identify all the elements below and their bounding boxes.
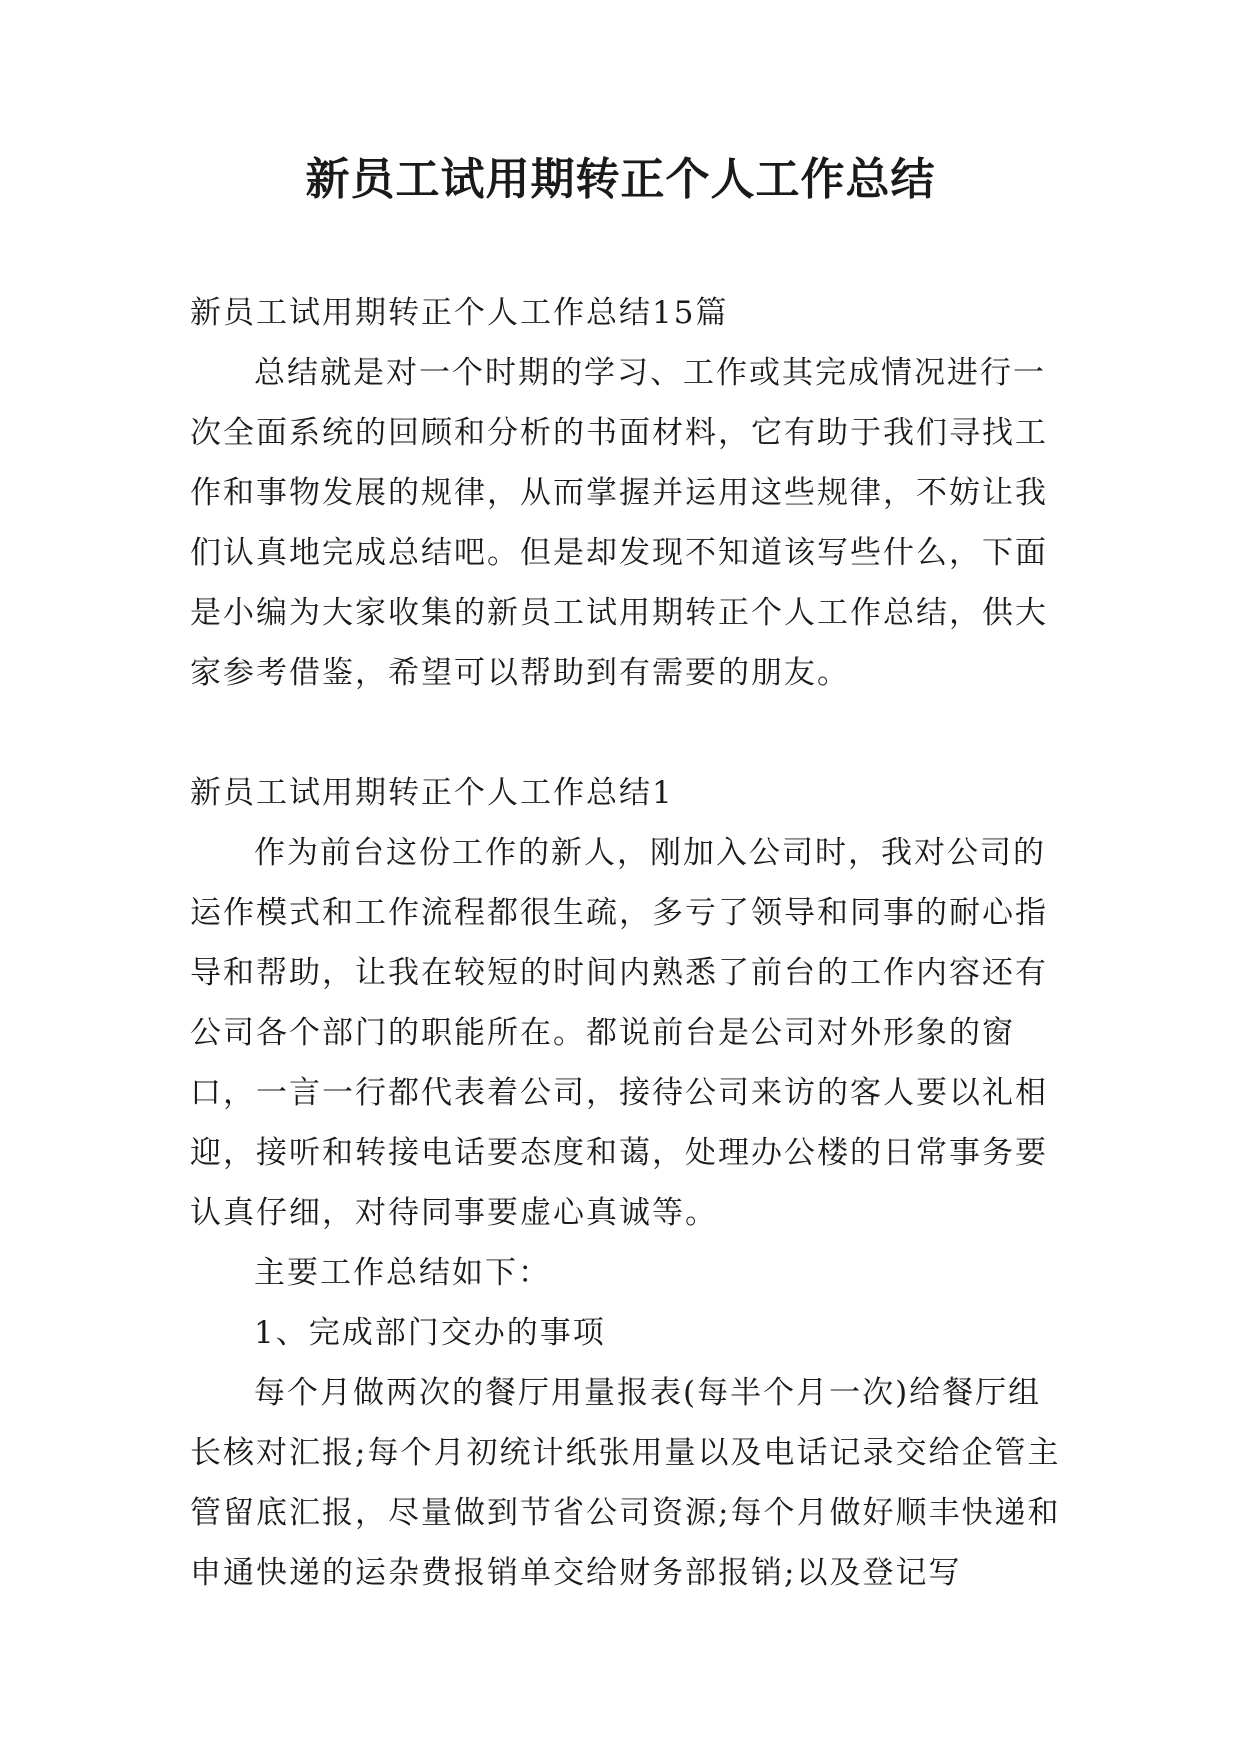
section-heading: 新员工试用期转正个人工作总结1: [190, 775, 674, 811]
section-paragraph-1: 作为前台这份工作的新人，刚加入公司时，我对公司的运作模式和工作流程都很生疏，多亏了领导和同事的耐心指导和帮助，让我在较短的时间内熟悉了前台的工作内容还有公司各个部门的职能所在。都说前台是公司对外形象的窗口，一言一行都代表着公司，接待公司来访的客人要以礼相迎，接听和转接电话要态度和蔼，处理办公楼的日常事务要认真仔细，对待同事要虚心真诚等。: [190, 835, 1048, 1231]
document-subtitle: 新员工试用期转正个人工作总结15篇: [190, 295, 729, 331]
section-paragraph-2: 主要工作总结如下：: [254, 1255, 551, 1291]
document-title: 新员工试用期转正个人工作总结: [305, 154, 936, 205]
document-body: [190, 283, 1070, 1603]
section-paragraph-4: 每个月做两次的餐厅用量报表(每半个月一次)给餐厅组长核对汇报;每个月初统计纸张用量以及电话记录交给企管主管留底汇报，尽量做到节省公司资源;每个月做好顺丰快递和申通快递的运杂费报销单交给财务部报销;以及登记写: [190, 1375, 1061, 1591]
section-spacer: [190, 703, 1070, 763]
intro-paragraph: 总结就是对一个时期的学习、工作或其完成情况进行一次全面系统的回顾和分析的书面材料，它有助于我们寻找工作和事物发展的规律，从而掌握并运用这些规律，不妨让我们认真地完成总结吧。但是却发现不知道该写些什么，下面是小编为大家收集的新员工试用期转正个人工作总结，供大家参考借鉴，希望可以帮助到有需要的朋友。: [190, 355, 1048, 691]
section-paragraph-3: 1、完成部门交办的事项: [254, 1315, 606, 1351]
